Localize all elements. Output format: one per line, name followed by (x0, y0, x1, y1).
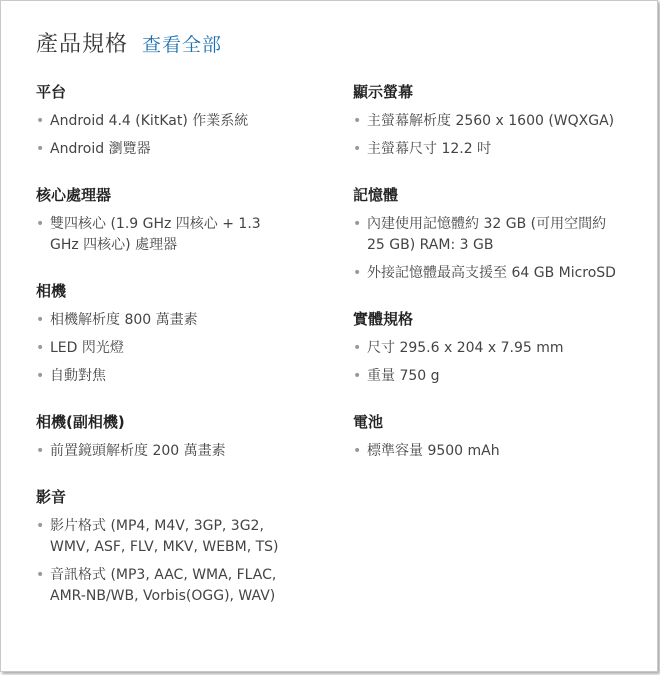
section-title: 影音 (36, 488, 67, 506)
bullet-icon: • (36, 443, 45, 459)
section-multimedia (36, 486, 291, 607)
section-title: 電池 (353, 413, 384, 431)
section-title: 記憶體 (353, 186, 399, 204)
spec-text: 外接記憶體最高支援至 64 GB MicroSD (367, 265, 616, 281)
spec-text: 自動對焦 (50, 368, 106, 384)
bullet-icon: • (36, 312, 45, 328)
spec-list (36, 516, 291, 607)
bullet-icon: • (36, 368, 45, 384)
spec-list (353, 441, 618, 462)
spec-item (36, 310, 291, 331)
spec-text: 相機解析度 800 萬畫素 (50, 312, 198, 328)
bullet-icon: • (353, 340, 362, 356)
spec-text: 影片格式 (MP4, M4V, 3GP, 3G2, WMV, ASF, FLV, MKV, WEBM, TS) (50, 518, 279, 555)
spec-item (353, 441, 618, 462)
spec-column-left (36, 81, 291, 631)
spec-text: 重量 750 g (367, 368, 440, 384)
spec-list (36, 441, 291, 462)
spec-text: 主螢幕解析度 2560 x 1600 (WQXGA) (367, 113, 615, 129)
spec-column-right (353, 81, 618, 486)
spec-text: 音訊格式 (MP3, AAC, WMA, FLAC, AMR-NB/WB, Vorbis(OGG), WAV) (50, 567, 277, 604)
bullet-icon: • (36, 340, 45, 356)
spec-item (36, 565, 291, 607)
spec-text: 標準容量 9500 mAh (367, 443, 500, 459)
spec-text: Android 4.4 (KitKat) 作業系統 (50, 113, 249, 129)
spec-list (36, 310, 291, 387)
section-camera (36, 280, 291, 387)
spec-item (36, 214, 291, 256)
spec-list (36, 111, 291, 160)
section-title: 核心處理器 (36, 186, 112, 204)
bullet-icon: • (36, 518, 45, 534)
spec-item (353, 214, 618, 256)
section-title: 相機 (36, 282, 67, 300)
section-processor (36, 184, 291, 256)
bullet-icon: • (353, 113, 362, 129)
page-title: 產品規格 (36, 32, 129, 57)
spec-text: Android 瀏覽器 (50, 141, 151, 157)
bullet-icon: • (353, 265, 362, 281)
section-title: 實體規格 (353, 310, 414, 328)
section-title: 平台 (36, 83, 67, 101)
section-title: 相機(副相機) (36, 413, 125, 431)
spec-text: 主螢幕尺寸 12.2 吋 (367, 141, 492, 157)
spec-list (36, 214, 291, 256)
bullet-icon: • (36, 141, 45, 157)
spec-item (36, 366, 291, 387)
section-front-camera (36, 411, 291, 462)
spec-item (36, 441, 291, 462)
spec-text: 前置鏡頭解析度 200 萬畫素 (50, 443, 226, 459)
spec-list (353, 214, 618, 284)
bullet-icon: • (353, 141, 362, 157)
bullet-icon: • (353, 368, 362, 384)
spec-item (353, 263, 618, 284)
bullet-icon: • (36, 113, 45, 129)
section-physical (353, 308, 618, 387)
section-platform (36, 81, 291, 160)
spec-text: 尺寸 295.6 x 204 x 7.95 mm (367, 340, 564, 356)
header (36, 27, 222, 58)
section-display (353, 81, 618, 160)
spec-item (353, 139, 618, 160)
spec-list (353, 338, 618, 387)
spec-list (353, 111, 618, 160)
bullet-icon: • (353, 443, 362, 459)
view-all-link[interactable]: 查看全部 (142, 34, 223, 56)
spec-item (353, 366, 618, 387)
section-battery (353, 411, 618, 462)
section-memory (353, 184, 618, 284)
spec-text: 雙四核心 (1.9 GHz 四核心 + 1.3 GHz 四核心) 處理器 (50, 216, 261, 253)
spec-item (36, 516, 291, 558)
spec-text: LED 閃光燈 (50, 340, 124, 356)
bullet-icon: • (353, 216, 362, 232)
spec-item (353, 338, 618, 359)
spec-item (36, 139, 291, 160)
spec-item (36, 111, 291, 132)
bullet-icon: • (36, 567, 45, 583)
spec-item (353, 111, 618, 132)
section-title: 顯示螢幕 (353, 83, 414, 101)
spec-item (36, 338, 291, 359)
bullet-icon: • (36, 216, 45, 232)
spec-text: 內建使用記憶體約 32 GB (可用空間約 25 GB) RAM: 3 GB (367, 216, 607, 253)
